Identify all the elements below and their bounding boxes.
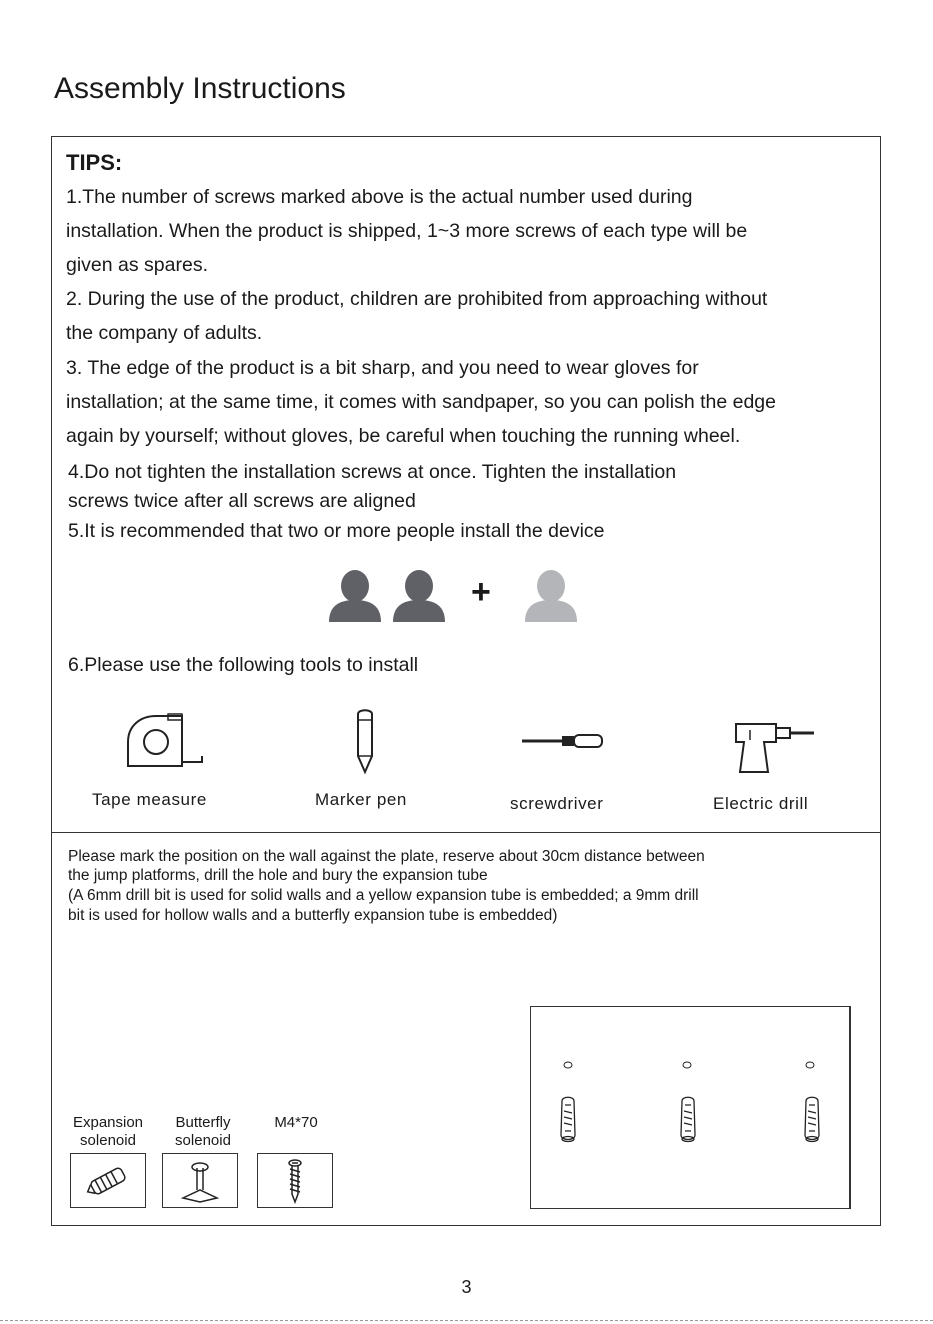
tool-label-electric-drill: Electric drill	[713, 794, 809, 813]
part-label-butterfly-solenoid	[158, 1114, 248, 1150]
tip-1-line-3: given as spares.	[66, 254, 208, 276]
tip-2-line-2: the company of adults.	[66, 322, 263, 344]
part-label-line-1: Expansion	[72, 1114, 144, 1131]
step-text-line-4: bit is used for hollow walls and a butterfly expansion tube is embedded)	[68, 907, 558, 924]
wall-diagram-drawing	[531, 1007, 849, 1207]
part-label-line-2: solenoid	[80, 1132, 136, 1149]
anchor-icon	[805, 1097, 819, 1141]
expansion-solenoid-icon	[71, 1154, 145, 1207]
part-label-screw	[251, 1114, 341, 1132]
tip-2-line-1: 2. During the use of the product, children are prohibited from approaching without	[66, 288, 768, 310]
tip-5: 5.It is recommended that two or more people install the device	[68, 520, 605, 542]
tip-4-line-2: screws twice after all screws are aligned	[68, 490, 416, 512]
marker-pen-icon	[352, 706, 378, 776]
tips-heading: TIPS:	[66, 150, 123, 175]
tip-1-line-1: 1.The number of screws marked above is the actual number used during	[66, 186, 693, 208]
tip-1-line-2: installation. When the product is shipped, 1~3 more screws of each type will be	[66, 220, 748, 242]
tool-label-marker-pen: Marker pen	[315, 790, 407, 809]
tip-4-line-1: 4.Do not tighten the installation screws at once. Tighten the installation	[68, 461, 677, 483]
plus-sign: +	[471, 573, 491, 611]
drill-hole-icon	[683, 1062, 691, 1068]
anchor-icon	[681, 1097, 695, 1141]
wall-diagram	[530, 1006, 851, 1209]
tip-3-line-1: 3. The edge of the product is a bit sharp, and you need to wear gloves for	[66, 357, 699, 379]
tool-label-tape-measure: Tape measure	[92, 790, 207, 809]
drill-hole-icon	[564, 1062, 572, 1068]
anchor-icon	[561, 1097, 575, 1141]
page-title: Assembly Instructions	[54, 72, 346, 105]
screw-box	[257, 1153, 333, 1208]
page-number: 3	[461, 1277, 472, 1297]
tool-label-screwdriver: screwdriver	[510, 794, 604, 813]
part-label-line-2: solenoid	[175, 1132, 231, 1149]
screw-icon	[258, 1154, 332, 1207]
step-text-line-1: Please mark the position on the wall against the plate, reserve about 30cm distance between	[68, 848, 705, 865]
person-dark-icon	[329, 570, 381, 622]
person-light-icon	[525, 570, 577, 622]
drill-hole-icon	[806, 1062, 814, 1068]
step-text-line-3: (A 6mm drill bit is used for solid walls and a yellow expansion tube is embedded; a 9mm drill	[68, 887, 699, 904]
person-dark-icon	[393, 570, 445, 622]
butterfly-solenoid-box	[162, 1153, 238, 1208]
footer-divider	[0, 1320, 933, 1321]
step-text-line-2: the jump platforms, drill the hole and bury the expansion tube	[68, 867, 488, 884]
electric-drill-icon	[732, 720, 818, 776]
tip-3-line-2: installation; at the same time, it comes with sandpaper, so you can polish the edge	[66, 391, 776, 413]
tape-measure-icon	[120, 712, 210, 772]
expansion-solenoid-box	[70, 1153, 146, 1208]
butterfly-solenoid-icon	[163, 1154, 237, 1207]
part-label-line-1: Butterfly	[175, 1114, 231, 1131]
screwdriver-icon	[520, 730, 606, 752]
part-label-expansion-solenoid	[63, 1114, 153, 1150]
part-label-line-2: M4*70	[274, 1114, 318, 1131]
tip-6: 6.Please use the following tools to install	[68, 654, 419, 676]
people-illustration	[325, 566, 585, 626]
tip-3-line-3: again by yourself; without gloves, be careful when touching the running wheel.	[66, 425, 741, 447]
